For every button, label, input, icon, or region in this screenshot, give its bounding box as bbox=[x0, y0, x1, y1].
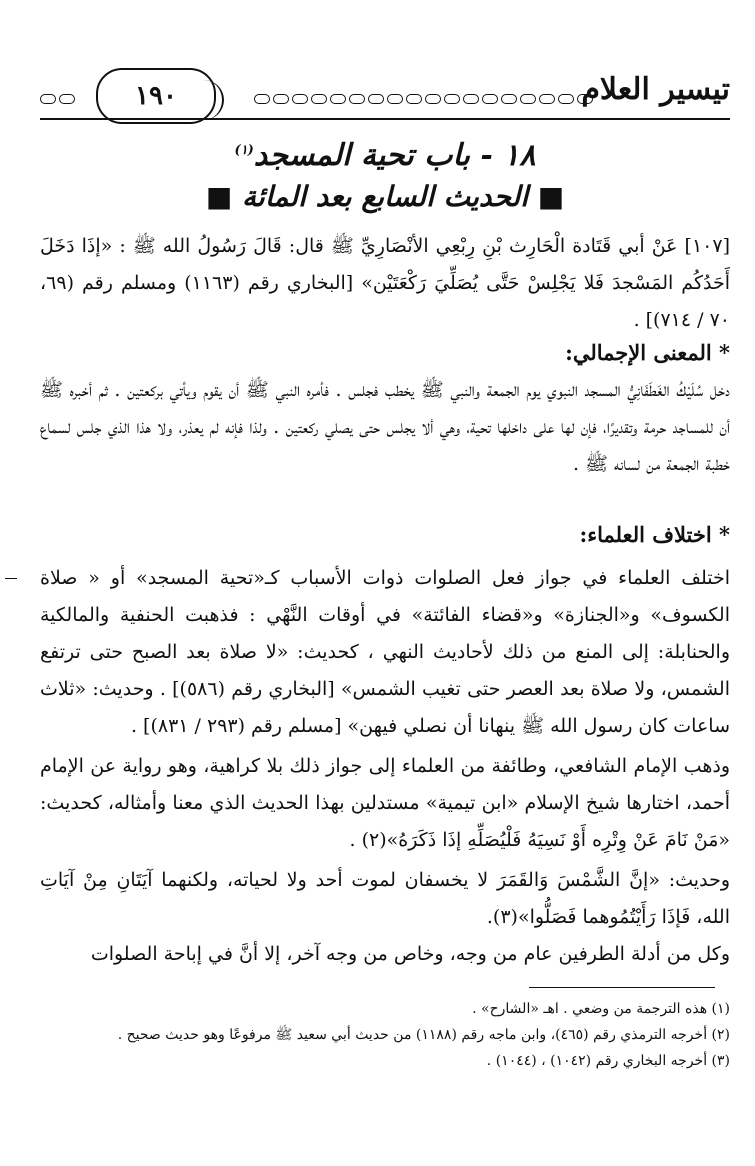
chapter-title-note: (١) bbox=[234, 143, 254, 158]
disagreement-paragraph-1: اختلف العلماء في جواز فعل الصلوات ذوات الأسباب كـ«تحية المسجد» أو « صلاة الكسوف» و«الجنازة» و«قضاء الفائتة» في أوقات النَّهْي : فذهبت الحنفية والمالكية والحنابلة: إلى المنع من ذلك لأحاديث النهي ، كحديث: «لا صلاة بعد الصبح حتى ترتفع الشمس، ولا صلاة بعد العصر حتى تغيب الشمس» [البخاري رقم (٥٨٦)] . وحديث: «ثلاث ساعات كان رسول الله ﷺ ينهانا أن نصلي فيهن» [مسلم رقم (٢٩٣ / ٨٣١)] . bbox=[40, 567, 730, 737]
hadith-heading: ■ الحديث السابع بعد المائة ■ bbox=[205, 180, 565, 213]
ornament-strip bbox=[254, 94, 614, 106]
footnote-1: (١) هذه الترجمة من وضعي . اهـ «الشارح» . bbox=[472, 1001, 730, 1017]
section-heading-disagreement: * اختلاف العلماء: bbox=[579, 522, 730, 547]
chapter-title-text: ١٨ - باب تحية المسجد bbox=[253, 138, 536, 173]
header-rule bbox=[40, 118, 730, 120]
book-title: تيسير العلام bbox=[581, 72, 730, 107]
page-number: ١٩٠ bbox=[135, 81, 177, 111]
summary-paragraph: دخل سُلَيْكُ الغَطَفَانِيُّ المسجد النبوي يوم الجمعة والنبي ﷺ يخطب فجلس . فأمره النبي ﷺ أن يقوم ويأتي بركعتين . ثم أخبره ﷺ أن للمساجد حرمة وتقديرًا، فإن لها على داخلها تحية، وهي ألا يجلس حتى يصلي ركعتين . ولذا فإنه لم يعذر، ولا هذا الذي جلس لسماع خطبة الجمعة من لسانه ﷺ . bbox=[40, 379, 730, 475]
section-heading-summary: * المعنى الإجمالي: bbox=[565, 340, 730, 365]
disagreement-paragraph-3: وحديث: «إنَّ الشَّمْسَ وَالقَمَرَ لا يخسفان لموت أحد ولا لحياته، ولكنهما آيَتَانِ مِنْ آيَاتِ الله، فَإذَا رَأَيْتُمُوهما فَصَلُّوا»(٣). bbox=[40, 869, 730, 928]
chapter-title bbox=[40, 138, 730, 173]
page-number-badge bbox=[96, 68, 216, 124]
disagreement-paragraph-4: وكل من أدلة الطرفين عام من وجه، وخاص من وجه آخر، إلا أنَّ في إباحة الصلوات bbox=[90, 943, 730, 965]
footnote-rule bbox=[529, 987, 715, 988]
page-header bbox=[40, 68, 730, 138]
ornament-left bbox=[40, 94, 75, 104]
footnote-3: (٣) أخرجه البخاري رقم (١٠٤٢) ، (١٠٤٤) . bbox=[486, 1053, 730, 1069]
margin-mark bbox=[5, 578, 17, 579]
disagreement-paragraph-2: وذهب الإمام الشافعي، وطائفة من العلماء إلى جواز ذلك بلا كراهية، وهو رواية عن الإمام أحمد، اختارها شيخ الإسلام «ابن تيمية» مستدلين بهذا الحديث الذي معنا وأمثاله، كحديث: «مَنْ نَامَ عَنْ وِتْرِه أَوْ نَسِيَهُ فَلْيُصَلِّهِ إذَا ذَكَرَهُ»(٢) . bbox=[40, 755, 730, 851]
footnote-2: (٢) أخرجه الترمذي رقم (٤٦٥)، وابن ماجه رقم (١١٨٨) من حديث أبي سعيد ﷺ مرفوعًا وهو حديث صحيح . bbox=[117, 1027, 730, 1043]
hadith-text: [١٠٧] عَنْ أبي قَتَادة الْحَارِث بْنِ رِبْعِي الأنْصَارِيِّ ﷺ قال: قَالَ رَسُولُ الله ﷺ : «إذَا دَخَلَ أَحَدُكُم المَسْجدَ فَلا يَجْلِسْ حَتَّى يُصَلِّيَ رَكْعَتَيْن» [البخاري رقم (١١٦٣) ومسلم رقم (٦٩، ٧٠ / ٧١٤)] . bbox=[40, 235, 730, 331]
